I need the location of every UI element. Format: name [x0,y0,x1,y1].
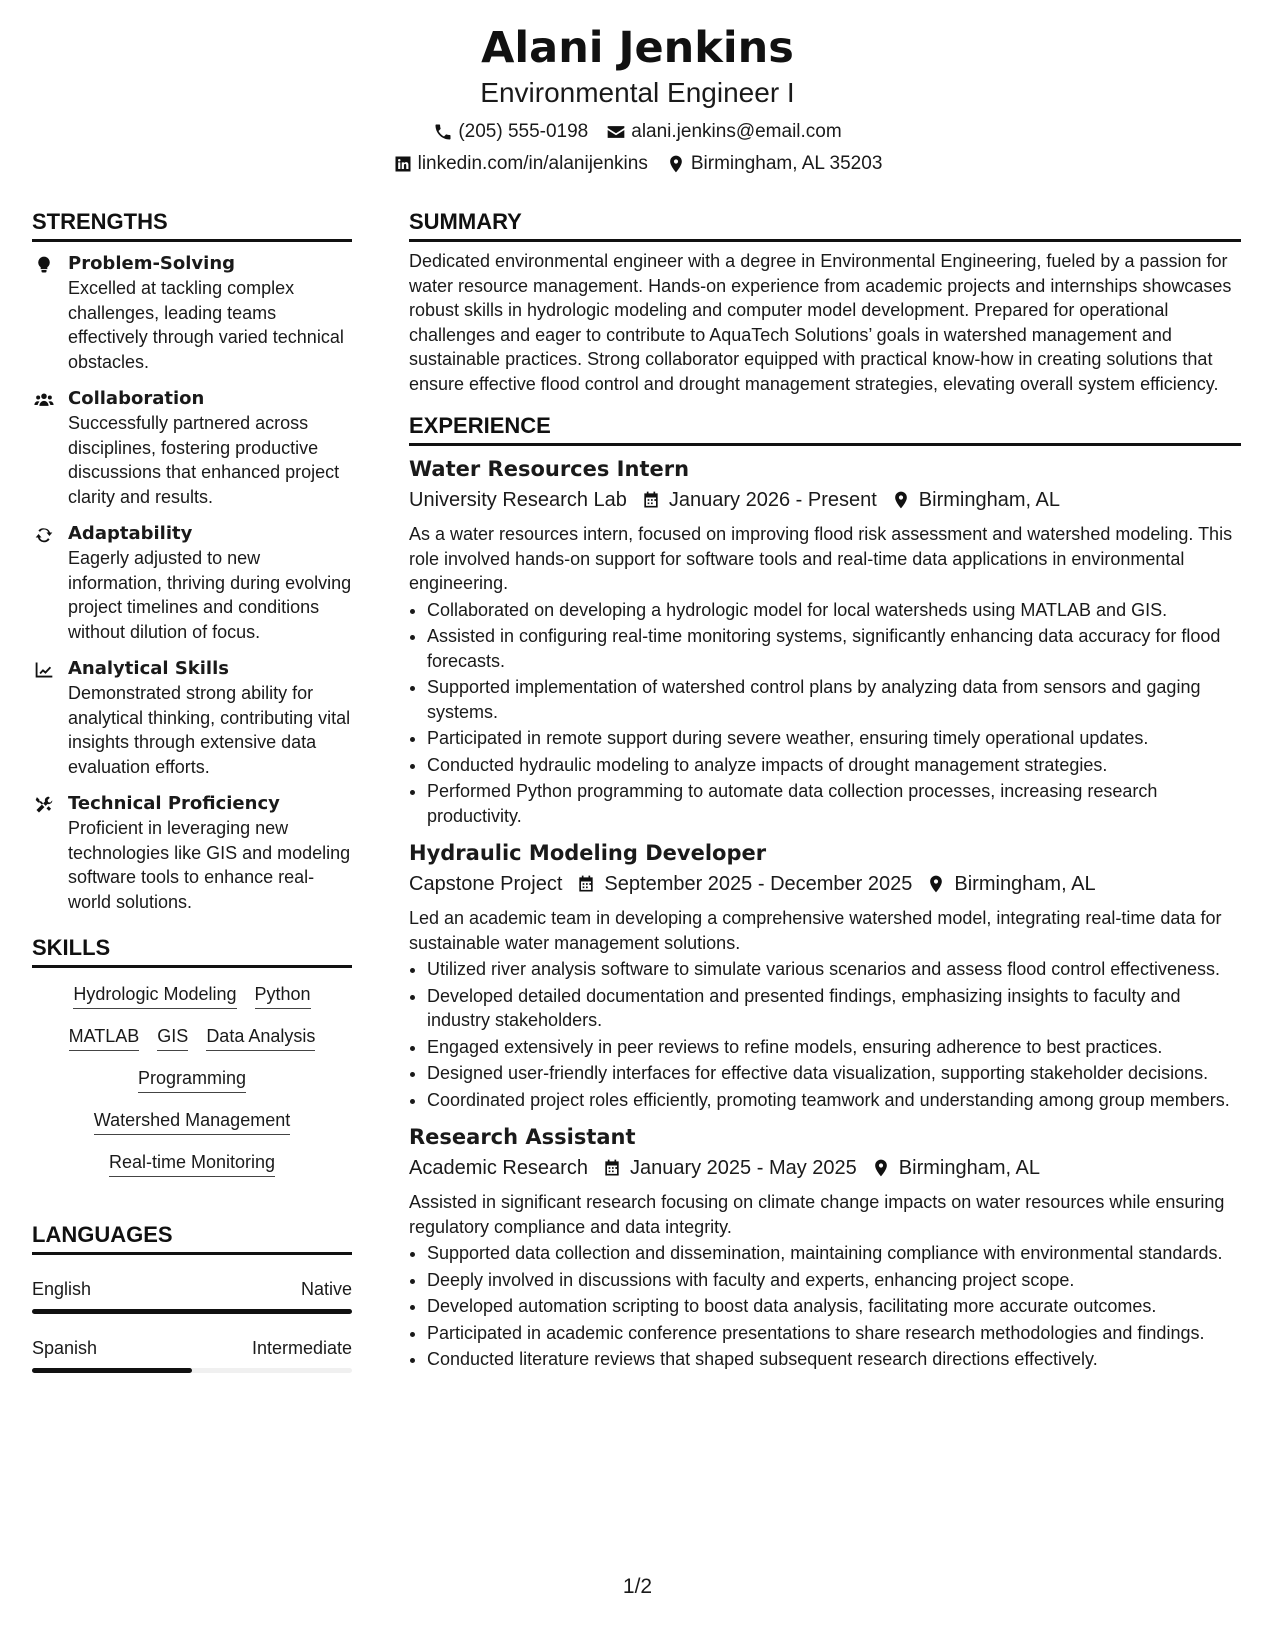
experience-list [409,454,1241,1372]
experience-bullet: • Supported data collection and dissemination, maintaining compliance with environmental standards. [427,1241,1241,1266]
language-name: Spanish [32,1338,98,1358]
summary-text: Dedicated environmental engineer with a degree in Environmental Engineering, fueled by a passion for water resource management. Hands-on experience from academic projects and internships showcases robust skills in hydrologic modeling and computer model development. Prepared for operational challenges and eager to contribute to AquaTech Solutions’ goals in watershed management and sustainable practices. Strong collaborator equipped with practical know-how in creating solutions that ensure effective flood control and drought management strategies, elevating overall system efficiency. [409,251,1232,394]
phone-icon [433,122,453,142]
experience-bullet: • Deeply involved in discussions with faculty and experts, enhancing project scope. [427,1268,1241,1293]
calendar-icon [602,1158,622,1178]
phone-text: (205) 555-0198 [458,121,589,142]
map-pin-icon [871,1158,891,1178]
linkedin-contact[interactable] [393,152,648,176]
experience-entry [409,454,1241,828]
left-column [32,208,352,1373]
strength-item [32,792,352,914]
experience-bullet: • Conducted hydraulic modeling to analyze impacts of drought management strategies. [427,753,1241,778]
map-pin-icon [891,490,911,510]
tools-icon [34,795,54,815]
experience-title: Research Assistant [409,1125,636,1149]
experience-bullet: • Performed Python programming to automate data collection processes, increasing research productivity. [427,779,1241,828]
experience-meta [409,1153,1241,1183]
skill-tag: Hydrologic Modeling [73,982,236,1009]
experience-bullet: • Collaborated on developing a hydrologic model for local watersheds using MATLAB and GIS. [427,598,1241,623]
strength-description: Successfully partnered across disciplines, fostering productive discussions that enhanced project clarity and results. [68,413,340,507]
email-text[interactable]: alani.jenkins@email.com [631,121,842,142]
skill-tag: Real-time Monitoring [109,1150,275,1177]
skill-tag: GIS [157,1024,188,1051]
experience-bullet: • Engaged extensively in peer reviews to refine models, ensuring adherence to best practices. [427,1035,1241,1060]
experience-organization: Capstone Project [409,873,563,895]
experience-bullet: • Coordinated project roles efficiently, promoting teamwork and understanding among group members. [427,1088,1241,1113]
experience-bullet: • Designed user-friendly interfaces for effective data visualization, supporting stakeholder decisions. [427,1061,1241,1086]
contact-row-1 [0,120,1275,144]
location-text: Birmingham, AL 35203 [690,153,883,174]
skill-tag: Python [255,982,311,1009]
language-level: Intermediate [251,1338,352,1358]
language-item [32,1277,352,1314]
language-proficiency-fill [32,1309,352,1314]
experience-bullet: • Developed automation scripting to boost data analysis, facilitating more accurate outcomes. [427,1294,1241,1319]
strength-description: Demonstrated strong ability for analytical thinking, contributing vital insights through extensive data evaluation efforts. [68,683,351,777]
experience-bullets [409,598,1241,829]
email-contact[interactable] [606,120,841,144]
experience-location: Birmingham, AL [954,873,1096,895]
candidate-name: Alani Jenkins [481,23,794,73]
strength-description: Eagerly adjusted to new information, thriving during evolving project timelines and conditions without dilution of focus. [68,548,352,642]
experience-bullet: • Participated in academic conference presentations to share research methodologies and findings. [427,1321,1241,1346]
strengths-heading: STRENGTHS [32,208,352,242]
languages-heading: LANGUAGES [32,1221,352,1255]
sync-icon [34,525,54,545]
experience-heading: EXPERIENCE [409,412,1241,446]
experience-organization: Academic Research [409,1157,588,1179]
experience-location: Birmingham, AL [918,489,1060,511]
language-proficiency-bar [32,1309,352,1314]
experience-dates: January 2025 - May 2025 [629,1157,857,1179]
linkedin-icon [393,154,413,174]
skill-tag: Programming [138,1066,246,1093]
experience-title: Water Resources Intern [409,457,690,481]
experience-organization: University Research Lab [409,489,627,511]
experience-bullet: • Assisted in configuring real-time monitoring systems, significantly enhancing data accuracy for flood forecasts. [427,624,1241,673]
skills-heading: SKILLS [32,934,352,968]
experience-bullet: • Conducted literature reviews that shaped subsequent research directions effectively. [427,1347,1241,1372]
strength-item [32,522,352,644]
users-icon [34,390,54,410]
envelope-icon [606,122,626,142]
right-column [409,208,1241,1372]
experience-bullet: • Participated in remote support during severe weather, ensuring timely operational updates. [427,726,1241,751]
experience-entry [409,838,1241,1112]
skill-tag: MATLAB [69,1024,140,1051]
chart-line-icon [34,660,54,680]
strength-description: Excelled at tackling complex challenges, leading teams effectively through varied technical obstacles. [68,278,344,372]
strength-description: Proficient in leveraging new technologies like GIS and modeling software tools to enhance real-world solutions. [68,818,351,912]
strength-item [32,657,352,779]
strengths-list [32,252,352,914]
experience-bullets [409,957,1241,1112]
calendar-icon [641,490,661,510]
experience-bullet: • Utilized river analysis software to simulate various scenarios and assess flood control effectiveness. [427,957,1241,982]
experience-meta [409,869,1241,899]
experience-bullets [409,1241,1241,1372]
experience-dates: September 2025 - December 2025 [604,873,913,895]
experience-location: Birmingham, AL [898,1157,1040,1179]
linkedin-text[interactable]: linkedin.com/in/alanijenkins [417,153,648,174]
experience-entry [409,1122,1241,1372]
contact-row-2 [0,152,1275,176]
lightbulb-icon [34,255,54,275]
strength-title: Problem-Solving [68,253,236,274]
language-level: Native [300,1279,352,1299]
map-pin-icon [926,874,946,894]
strength-title: Collaboration [68,388,205,409]
skill-tag: Data Analysis [206,1024,315,1051]
strength-title: Adaptability [68,523,193,544]
language-proficiency-bar [32,1368,352,1373]
language-name: English [32,1279,92,1299]
languages-section [32,1221,352,1373]
experience-dates: January 2026 - Present [668,489,877,511]
job-title-heading: Environmental Engineer I [480,77,795,108]
strength-title: Analytical Skills [68,658,229,679]
page-number: 1/2 [622,1575,653,1598]
calendar-icon [576,874,596,894]
skills-list [32,982,352,1177]
strength-item [32,387,352,509]
location-contact [666,152,883,176]
language-proficiency-fill [32,1368,192,1373]
strength-title: Technical Proficiency [68,793,280,814]
phone-contact [433,120,588,144]
experience-title: Hydraulic Modeling Developer [409,841,767,865]
strength-item [32,252,352,374]
experience-description: As a water resources intern, focused on improving flood risk assessment and watershed modeling. This role involved hands-on support for software tools and real-time data applications in environmental engineering. [409,524,1233,593]
skills-section [32,934,352,1177]
experience-description: Led an academic team in developing a comprehensive watershed model, integrating real-time data for sustainable water management solutions. [409,908,1222,953]
experience-description: Assisted in significant research focusing on climate change impacts on water resources while ensuring regulatory compliance and data integrity. [409,1192,1225,1237]
experience-meta [409,485,1241,515]
experience-bullet: • Supported implementation of watershed control plans by analyzing data from sensors and gaging systems. [427,675,1241,724]
experience-section [409,412,1241,1372]
language-item [32,1336,352,1373]
resume-header [0,22,1275,176]
map-pin-icon [666,154,686,174]
experience-bullet: • Developed detailed documentation and presented findings, emphasizing insights to faculty and industry stakeholders. [427,984,1241,1033]
skill-tag: Watershed Management [94,1108,290,1135]
summary-heading: SUMMARY [409,208,1241,242]
